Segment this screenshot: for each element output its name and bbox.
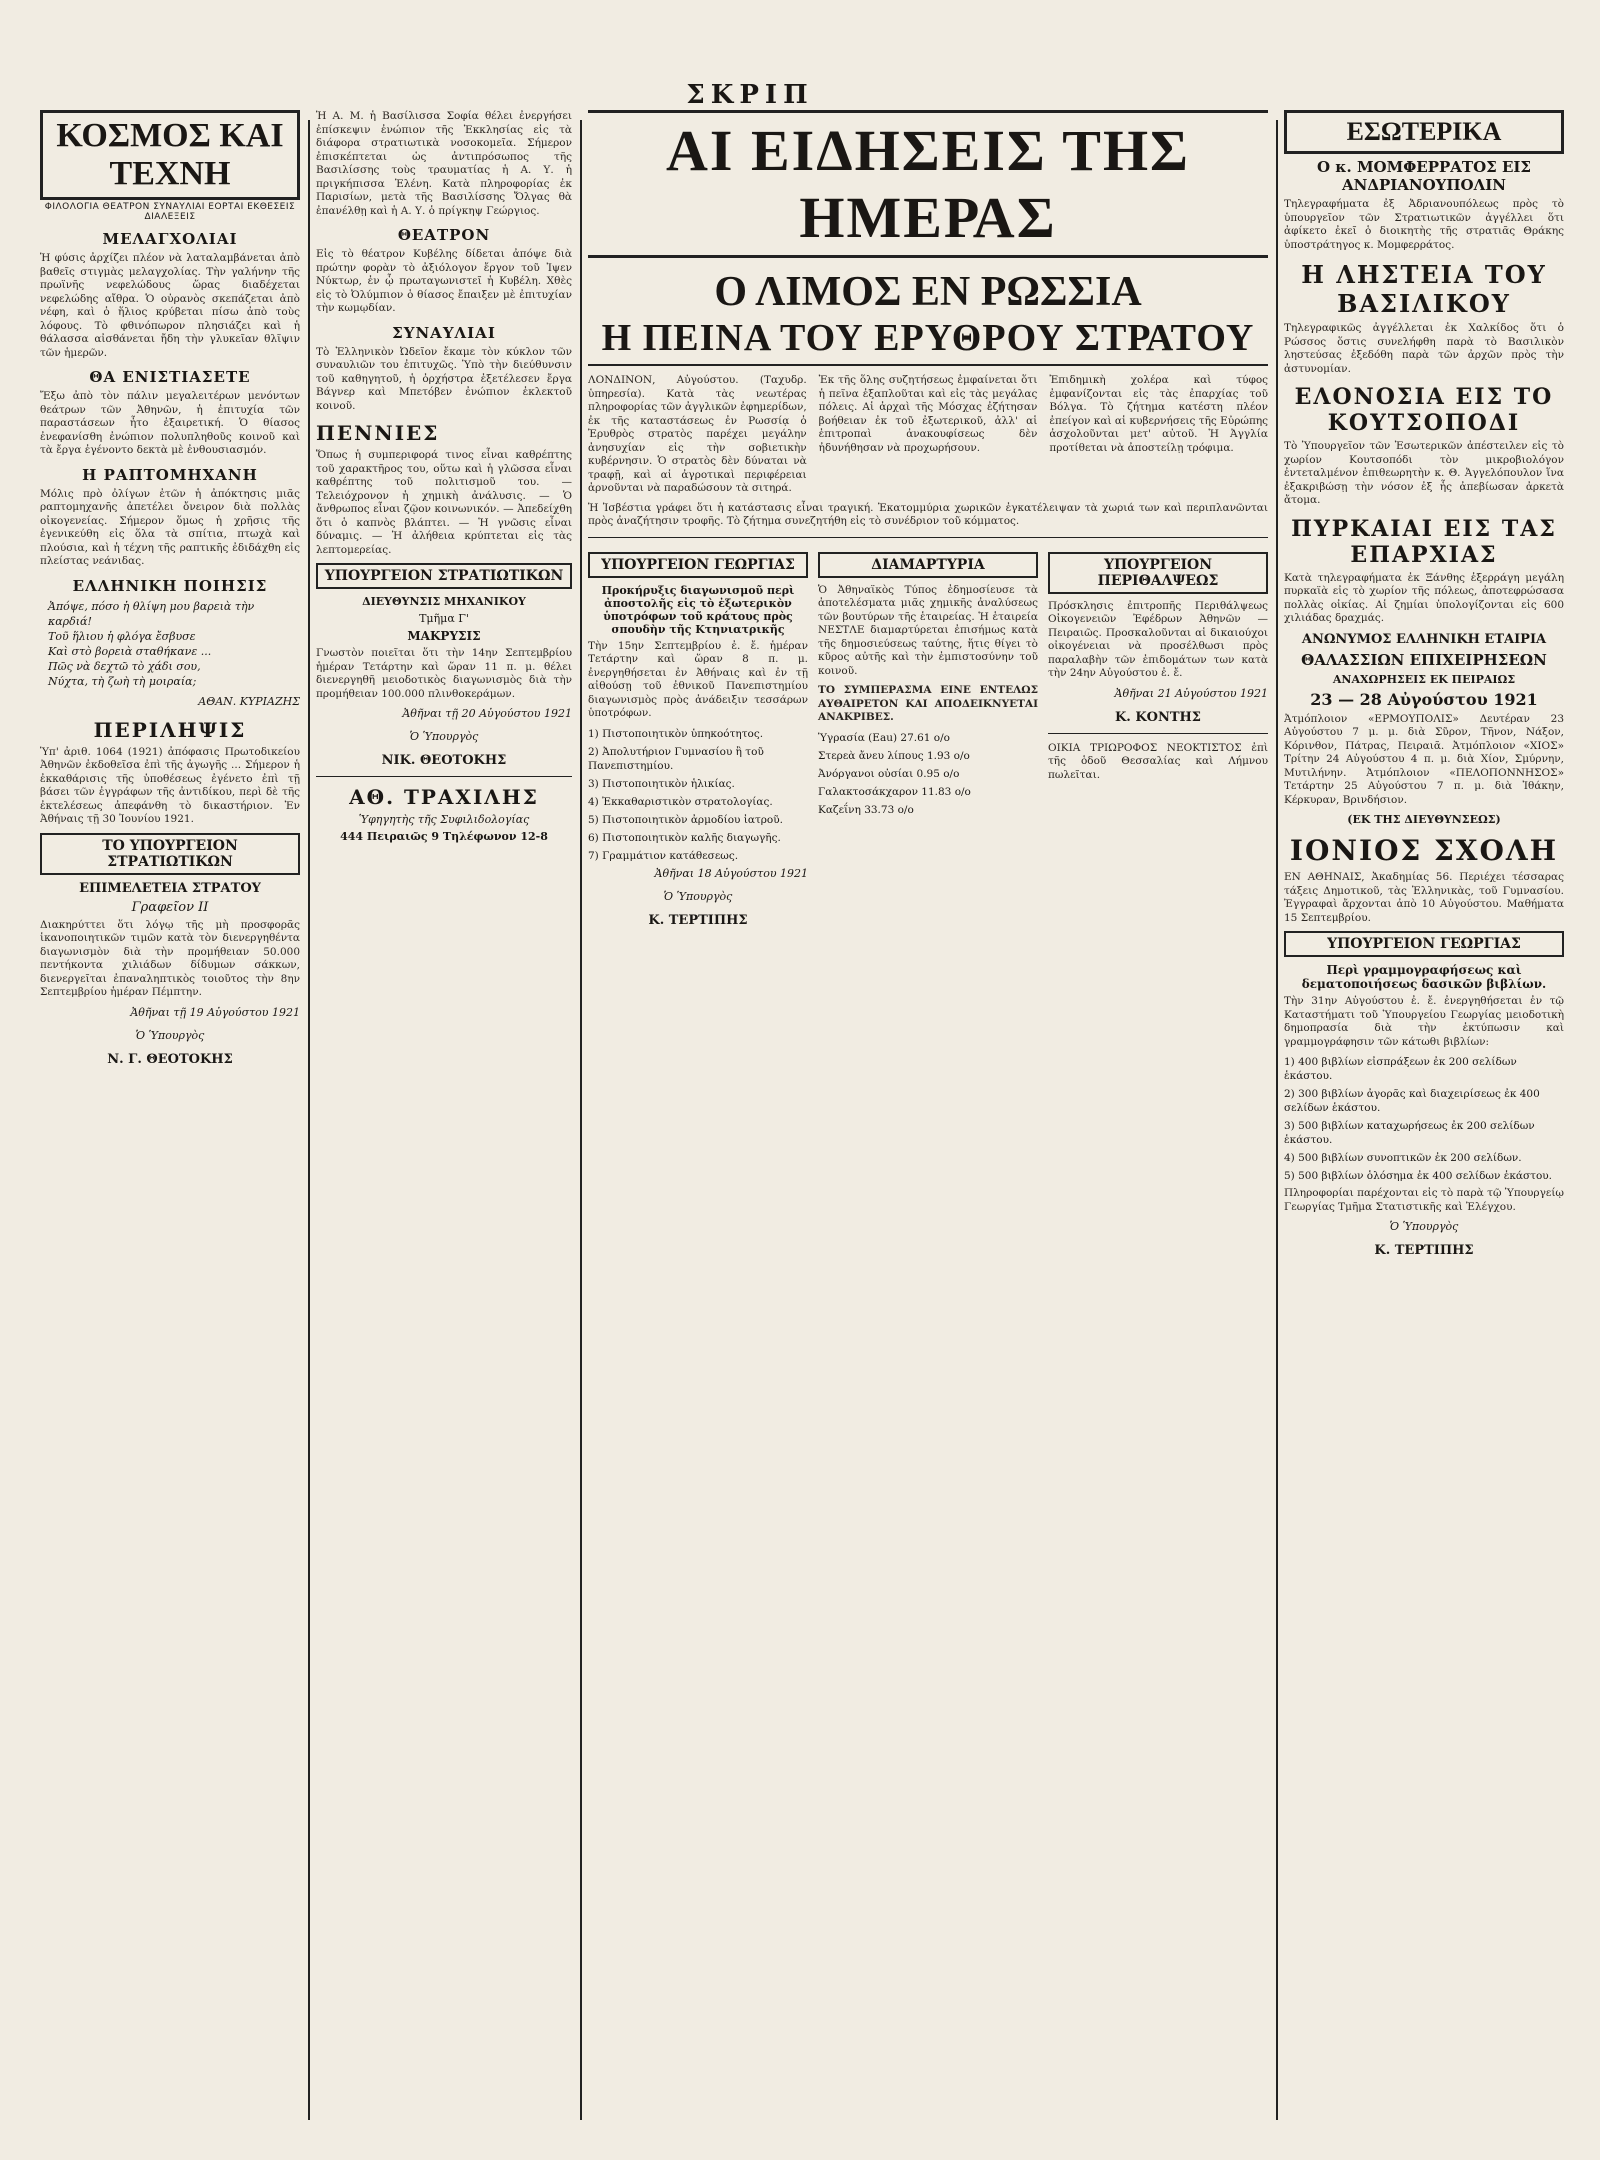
mech-sign-role: Ὁ Ὑπουργὸς	[409, 730, 479, 743]
lower-columns	[588, 546, 1268, 932]
protest-text-bold: ΤΟ ΣΥΜΠΕΡΑΣΜΑ ΕΙΝΕ ΕΝΤΕΛΩΣ ΑΥΘΑΙΡΕΤΟΝ ΚΑΙ ΑΠΟΔΕΙΚΝΥΕΤΑΙ ΑΝΑΚΡΙΒΕΣ.	[818, 684, 1038, 723]
school-title: ΙΟΝΙΟΣ ΣΧΟΛΗ	[1289, 834, 1559, 867]
poem-title: ΕΛΛΗΝΙΚΗ ΠΟΙΗΣΙΣ	[72, 576, 268, 595]
shipping-company-sub: ΘΑΛΑΣΣΙΩΝ ΕΠΙΧΕΙΡΗΣΕΩΝ	[1301, 650, 1547, 669]
lead-text: Ἐκ τῆς ὅλης συζητήσεως ἐμφαίνεται ὅτι ἡ πεῖνα ἐξαπλοῦται καὶ εἰς τὰς μεγάλας πόλεις. Αἱ ἀρχαὶ τῆς Μόσχας ἐζήτησαν βοήθειαν ἐκ τοῦ ἐξωτερικοῦ, ἀλλ' αἱ ἐπιτροπαὶ ἀνακουφίσεως δὲν ἠδυνήθησαν νὰ προχωρήσουν.	[818, 374, 1038, 454]
article-text: Ἔξω ἀπὸ τὸν πάλιν μεγαλειτέρων μενόντων θεάτρων τῶν Ἀθηνῶν, ἡ ἐπιτυχία τῶν παραστάσεων ἦτο ἐξαιρετική. Ὁ θίασος ἐνεφανίσθη ἐνώπιον πολυπληθοῦς κοινοῦ καὶ τὰ ἔργα ἐγένοντο δεκτὰ μὲ ἐνθουσιασμόν.	[40, 390, 300, 456]
list-item: 2) Ἀπολυτήριον Γυμνασίου ἢ τοῦ Πανεπιστημίου.	[588, 745, 764, 772]
perilipsis-title: ΠΕΡΙΛΗΨΙΣ	[93, 717, 247, 742]
esoterika-headline: Ο κ. ΜΟΜΦΕΡΡΑΤΟΣ ΕΙΣ ΑΝΔΡΙΑΝΟΥΠΟΛΙΝ	[1316, 158, 1532, 194]
esoterika-title: ΕΣΩΤΕΡΙΚΑ	[1284, 110, 1564, 154]
malaria-text: Τὸ Ὑπουργεῖον τῶν Ἐσωτερικῶν ἀπέστειλεν εἰς τὸ χωρίον Κουτσοπόδι τὸν μικροβιολόγον ἐντεταλμένον ἐπιθεωρητὴν κ. Θ. Ἀγγελόπουλον ἵνα ἐξακριβώσῃ τὴν νόσον ἐξ ἧς ἀπεβίωσαν ἀρκετὰ ἄτομα.	[1284, 440, 1564, 506]
center-news	[588, 110, 1268, 932]
agri-books-sign-name: Κ. ΤΕΡΤΙΠΗΣ	[1374, 1243, 1474, 1258]
mech-ministry-section: Τμῆμα Γ'	[419, 612, 469, 625]
robbery-title: Η ΛΗΣΤΕΙΑ ΤΟΥ ΒΑΣΙΛΙΚΟΥ	[1301, 260, 1547, 318]
concert-title: ΣΥΝΑΥΛΙΑΙ	[392, 323, 496, 342]
agri-ministry-text: Τὴν 15ην Σεπτεμβρίου ἐ. ἔ. ἡμέραν Τετάρτην καὶ ὥραν 8 π. μ. ἐνεργηθήσεται ἐν Ἀθήναις καὶ ἐν τῇ αἰθούσῃ τοῦ ἐθνικοῦ Πανεπιστημίου διαγωνισμὸς πρὸς ἀνάδειξιν τεσσάρων ὑποτρόφων.	[588, 639, 808, 719]
list-item: 1) 400 βιβλίων εἰσπράξεων ἐκ 200 σελίδων ἑκάστου.	[1284, 1056, 1517, 1082]
pennies-title: ΠΕΝΝΙΕΣ	[316, 421, 440, 445]
shipping-text: Ἀτμόπλοιον «ΕΡΜΟΥΠΟΛΙΣ» Δευτέραν 23 Αὐγούστου 7 μ. μ. διὰ Σῦρον, Τῆνον, Νάξον, Κόρινθον, Πάτρας, Πειραιᾶ. Ἀτμόπλοιον «ΧΙΟΣ» Τρίτην 24 Αὐγούστου 4 π. μ. διὰ Χίον, Σμύρνην, Μυτιλήνην. Ἀτμόπλοιον «ΠΕΛΟΠΟΝΝΗΣΟΣ» Τετάρτην 25 Αὐγούστου 7 π. μ. διὰ Ἰθάκην, Κέρκυραν, Βρινδήσιον.	[1284, 712, 1564, 806]
ministry-title: ΤΟ ΥΠΟΥΡΓΕΙΟΝ ΣΤΡΑΤΙΩΤΙΚΩΝ	[40, 833, 300, 875]
agri-ministry-date: Ἀθῆναι 18 Αὐγούστου 1921	[654, 866, 808, 880]
house-ad: ΟΙΚΙΑ ΤΡΙΩΡΟΦΟΣ ΝΕΟΚΤΙΣΤΟΣ ἐπὶ τῆς ὁδοῦ Θεσσαλίας καὶ Λήμνου πωλεῖται.	[1048, 741, 1268, 781]
ministry-sign-name: Ν. Γ. ΘΕΟΤΟΚΗΣ	[107, 1051, 233, 1067]
divider	[1048, 733, 1268, 734]
section-title: ΚΟΣΜΟΣ ΚΑΙ ΤΕΧΝΗ	[40, 110, 300, 200]
agri-books-text: Τὴν 31ην Αὐγούστου ἐ. ἔ. ἐνεργηθήσεται ἐν τῷ Καταστήματι τοῦ Ὑπουργείου Γεωργίας μειοδοτικὴ δημοπρασία διὰ τὴν ἐκτύπωσιν καὶ γραμμογράφησιν τῶν κάτωθι βιβλίων:	[1284, 995, 1564, 1048]
lead-text: Ἡ Ἰσβέστια γράφει ὅτι ἡ κατάστασις εἶναι τραγική. Ἑκατομμύρια χωρικῶν ἐγκατέλειψαν τὰ χωριά των καὶ περιπλανῶνται πρὸς ἀναζήτησιν τροφῆς. Τὸ ζήτημα συνεζητήθη εἰς τὸ συνέδριον τοῦ κόμματος.	[588, 501, 1268, 527]
protest-analysis-list	[818, 731, 1038, 817]
mech-ministry-date: Ἀθῆναι τῇ 20 Αὐγούστου 1921	[402, 707, 572, 720]
article-title: ΘΑ ΕΝΙΣΤΙΑΣΕΤΕ	[89, 368, 251, 386]
list-item: 3) 500 βιβλίων καταχωρήσεως ἐκ 200 σελίδων ἑκάστου.	[1284, 1120, 1535, 1146]
main-headline: Ο ΛΙΜΟΣ ΕΝ ΡΩΣΣΙΑ	[714, 269, 1142, 315]
shipping-dates: 23 — 28 Αὐγούστου 1921	[1310, 689, 1538, 709]
school-text: ΕΝ ΑΘΗΝΑΙΣ, Ἀκαδημίας 56. Περιέχει τέσσαρας τάξεις Δημοτικοῦ, τὰς Ἑλληνικὰς, τοῦ Γυμνασίου. Ἐγγραφαὶ ἄρχονται ἀπὸ 10 Αὐγούστου. Μαθήματα 15 Σεπτεμβρίου.	[1284, 871, 1564, 924]
doctor-address: 444 Πειραιῶς 9 Τηλέφωνον 12-8	[340, 830, 548, 843]
article-title: Η ΡΑΠΤΟΜΗΧΑΝΗ	[82, 465, 258, 484]
column-rule	[580, 120, 582, 2120]
ministry-subtitle: ΕΠΙΜΕΛΕΤΕΙΑ ΣΤΡΑΤΟΥ	[79, 880, 261, 896]
doctor-name: ΑΘ. ΤΡΑΧΙΛΗΣ	[349, 785, 539, 809]
list-item: 1) Πιστοποιητικὸν ὑπηκοότητος.	[588, 727, 764, 740]
welfare-sign: Κ. ΚΟΝΤΗΣ	[1114, 709, 1201, 725]
list-item: 5) 500 βιβλίων ὁλόσημα ἐκ 400 σελίδων ἑκάστου.	[1284, 1170, 1553, 1182]
theatre-text: Εἰς τὸ θέατρον Κυβέλης δίδεται ἀπόψε διὰ πρώτην φορὰν τὸ ἀξιόλογον ἔργον τοῦ Ἰψεν Νύκτωρ, ἐν ᾧ πρωταγωνιστεῖ ἡ Κυβέλη. Χθὲς εἰς τὸ Ὀλύμπιον ὁ θίασος ἔπαιξεν μὲ ἐπιτυχίαν τὴν κωμῳδίαν.	[316, 248, 572, 314]
banner-headline: ΑΙ ΕΙΔΗΣΕΙΣ ΤΗΣ ΗΜΕΡΑΣ	[588, 110, 1268, 258]
shipping-footer: (ΕΚ ΤΗΣ ΔΙΕΥΘΥΝΣΕΩΣ)	[1347, 813, 1501, 826]
column-kosmos	[40, 110, 300, 1071]
fires-text: Κατὰ τηλεγραφήματα ἐκ Ξάνθης ἐξερράγη μεγάλη πυρκαϊὰ εἰς τὸ χωρίον τῆς πόλεως, ἀποτεφρώσασα πολλὰς οἰκίας. Αἱ ζημίαι ὑπολογίζονται εἰς 600 χιλιάδας δραχμάς.	[1284, 571, 1564, 624]
divider	[588, 537, 1268, 538]
royal-news: Ἡ Α. Μ. ἡ Βασίλισσα Σοφία θέλει ἐνεργήσει ἐπίσκεψιν ἐνώπιον τῆς Ἐκκλησίας εἰς τὰ διάφορα στρατιωτικὰ νοσοκομεῖα. Σήμερον ἐπισκέπτεται ὡς ἀντιπρόσωπος τῆς Βασιλίσσης τοὺς τραυματίας ἡ Α. Υ. ἡ πριγκήπισσα Ἑλένη. Κατὰ πληροφορίας ἐκ Παρισίων, μετὰ τῆς Βασιλίσσης Ὄλγας θὰ ἐπανέλθῃ καὶ ἡ Α. Υ. ὁ πρίγκηψ Γεώργιος.	[316, 110, 572, 217]
shipping-company-title: ΑΝΩΝΥΜΟΣ ΕΛΛΗΝΙΚΗ ΕΤΑΙΡΙΑ	[1301, 631, 1547, 647]
ministry-text: Διακηρύττει ὅτι λόγῳ τῆς μὴ προσφορᾶς ἱκανοποιητικῶν τιμῶν κατὰ τὸν διενεργηθέντα διαγωνισμὸν διὰ τὴν προμήθειαν 50.000 πεντήκοντα χιλιάδων δίδυμων σάκκων, διενεργεῖται ἐπαναληπτικὸς τοιοῦτος τὴν 8ην Σεπτεμβρίου ἡμέραν Πέμπτην.	[40, 918, 300, 998]
ministry-office: Γραφεῖον ΙΙ	[131, 899, 209, 915]
mech-ministry-title: ΥΠΟΥΡΓΕΙΟΝ ΣΤΡΑΤΙΩΤΙΚΩΝ	[316, 563, 572, 589]
mech-ministry-sub: ΔΙΕΥΘΥΝΣΙΣ ΜΗΧΑΝΙΚΟΥ	[362, 595, 526, 608]
list-item: 3) Πιστοποιητικὸν ἡλικίας.	[588, 777, 735, 790]
mech-ministry-text: Γνωστὸν ποιεῖται ὅτι τὴν 14ην Σεπτεμβρίου ἡμέραν Τετάρτην καὶ ὥραν 11 π. μ. θέλει διενεργηθῆ μειοδοτικὸς διαγωνισμὸς διὰ τὴν προμήθειαν 100.000 πλινθοκεράμων.	[316, 647, 572, 700]
pennies-text: Ὅπως ἡ συμπεριφορά τινος εἶναι καθρέπτης τοῦ χαρακτῆρος του, οὕτω καὶ ἡ γλῶσσα εἶναι καθρέπτης τοῦ πολιτισμοῦ του. — Τελειόχρονον ἡ χημικὴ ἀνάλυσις. — Ὁ ἄνθρωπος εἶναι ζῷον κοινωνικόν. — Ἀπεδείχθη ὅτι ὁ καπνὸς βλάπτει. — Ἡ γνῶσις εἶναι δύναμις. — Ἡ ἀλήθεια κρύπτεται εἰς τὰς λεπτομερείας.	[316, 449, 572, 556]
lead-text: ΛΟΝΔΙΝΟΝ, Αὐγούστου. (Ταχυδρ. ὑπηρεσία). Κατὰ τὰς νεωτέρας πληροφορίας τῶν ἀγγλικῶν ἐφημερίδων, ἐκ τῆς καταστάσεως ἐν Ρωσσίᾳ ὁ Ἐρυθρὸς στρατὸς παρέχει μεγάλην ἀνησυχίαν εἰς τὴν σοβιετικὴν κυβέρνησιν. Ὁ στρατὸς δὲν δύναται νὰ τραφῇ, καὶ αἱ ἀγροτικαὶ περιφέρειαι ἀρνοῦνται νὰ παραδώσουν τὰ σιτηρά.	[588, 374, 807, 494]
ministry-sign-role: Ὁ Ὑπουργὸς	[135, 1028, 205, 1042]
list-item: 5) Πιστοποιητικὸν ἀρμοδίου ἰατροῦ.	[588, 813, 783, 826]
esoterika-text: Τηλεγραφήματα ἐξ Ἀδριανουπόλεως πρὸς τὸ ὑπουργεῖον τῶν Στρατιωτικῶν ἀγγέλλει ὅτι ἀφίκετο ἐκεῖ ὁ διοικητὴς τῆς στρατιᾶς Θράκης ὑποστράτηγος κ. Μομφερράτος.	[1284, 198, 1564, 251]
agri-sign-name: Κ. ΤΕΡΤΙΠΗΣ	[648, 912, 748, 928]
agri-books-list	[1284, 1055, 1564, 1183]
list-item: 2) 300 βιβλίων ἀγορᾶς καὶ διαχειρίσεως ἐκ 400 σελίδων ἑκάστου.	[1284, 1088, 1540, 1114]
agri-sign-role: Ὁ Ὑπουργὸς	[663, 889, 733, 903]
lead-columns	[588, 374, 1268, 502]
list-item: 6) Πιστοποιητικὸν καλῆς διαγωγῆς.	[588, 831, 781, 844]
list-item: Ἀνόργανοι οὐσίαι 0.95 ο/ο	[818, 767, 960, 780]
poem-author: ΑΘΑΝ. ΚΥΡΙΑΖΗΣ	[198, 694, 300, 708]
welfare-date: Ἀθῆναι 21 Αὐγούστου 1921	[1114, 686, 1268, 700]
perilipsis-text: Ὑπ' ἀριθ. 1064 (1921) ἀπόφασις Πρωτοδικείου Ἀθηνῶν ἐκδοθεῖσα ἐπὶ τῆς ἀγωγῆς ... Σήμερον ἡ ἐκκαθάρισις τῆς ὑποθέσεως ἐγένετο ἐπὶ τῇ βάσει τῶν ἐγγράφων τῆς ἀντιδίκου, περὶ δὲ τῆς ἐκτελέσεως ἀπεφάνθη τὸ δικαστήριον. Ἐν Ἀθήναις τῇ 30 Ἰουνίου 1921.	[40, 745, 300, 825]
newspaper-page	[40, 80, 1570, 2140]
list-item: 4) Ἐκκαθαριστικὸν στρατολογίας.	[588, 795, 773, 808]
concert-text: Τὸ Ἑλληνικὸν Ὠδεῖον ἔκαμε τὸν κύκλον τῶν συναυλιῶν του ἐπιτυχῶς. Ὑπὸ τὴν διεύθυνσιν τοῦ καθηγητοῦ, ἡ ὀρχήστρα ἐξετέλεσεν ἔργα Βάγνερ καὶ Μπετόβεν ἐνώπιον ἐκλεκτοῦ κοινοῦ.	[316, 345, 572, 412]
shipping-departures: ΑΝΑΧΩΡΗΣΕΙΣ ΕΚ ΠΕΙΡΑΙΩΣ	[1332, 672, 1516, 686]
section-subtitle: ΦΙΛΟΛΟΓΙΑ ΘΕΑΤΡΟΝ ΣΥΝΑΥΛΙΑΙ ΕΟΡΤΑΙ ΕΚΘΕΣΕΙΣ ΔΙΑΛΕΞΕΙΣ	[44, 202, 296, 222]
malaria-title: ΕΛΟΝΟΣΙΑ ΕΙΣ ΤΟ ΚΟΥΤΣΟΠΟΔΙ	[1294, 384, 1554, 436]
list-item: Καζεΐνη 33.73 ο/ο	[818, 803, 914, 816]
column-news	[316, 110, 572, 847]
list-item: Στερεὰ ἄνευ λίπους 1.93 ο/ο	[818, 749, 970, 762]
agri-books-title: ΥΠΟΥΡΓΕΙΟΝ ΓΕΩΡΓΙΑΣ	[1284, 931, 1564, 957]
protest-text: Ὁ Ἀθηναϊκὸς Τύπος ἐδημοσίευσε τὰ ἀποτελέσματα μιᾶς χημικῆς ἀναλύσεως τῶν βουτύρων τῆς ἑταιρείας. Ἡ ἑταιρεία ΝΕΣΤΛΕ διαμαρτύρεται ἐπισήμως κατὰ τῆς δημοσιεύσεως ταύτης, ἥτις θίγει τὸ κῦρος αὐτῆς καὶ τὴν ἐμπιστοσύνην τοῦ κοινοῦ.	[818, 583, 1038, 677]
ministry-date: Ἀθῆναι τῇ 19 Αὐγούστου 1921	[130, 1005, 300, 1019]
list-item: 4) 500 βιβλίων συνοπτικῶν ἐκ 200 σελίδων.	[1284, 1152, 1522, 1164]
lead-text: Ἐπιδημικὴ χολέρα καὶ τύφος ἐμφανίζονται εἰς τὰς ἐπαρχίας τοῦ Βόλγα. Τὸ ζήτημα κατέστη πλέον ἐπείγον καὶ αἱ κυβερνήσεις τῆς Εὐρώπης ἀσχολοῦνται μετ' αὐτοῦ. Ἡ Ἀγγλία προτίθεται νὰ ἀποστείλῃ τρόφιμα.	[1049, 374, 1268, 454]
list-item: 7) Γραμμάτιον κατάθεσεως.	[588, 849, 739, 862]
protest-title: ΔΙΑΜΑΡΤΥΡΙΑ	[818, 552, 1038, 578]
article-text: Ἡ φύσις ἀρχίζει πλέον νὰ λαταλαμβάνεται ἀπὸ βαθεῖς στιγμὰς μελαγχολίας. Τὴν γαλήνην τῆς πρωϊνῆς νεφελώδους ὥρας διαδέχεται νεφελώδης αἴθρα. Ὁ οὐρανὸς σκεπάζεται ἀπὸ νέφη, καὶ ὁ ἥλιος κρύβεται πίσω ἀπὸ τοὺς λόφους. Τὸ φθινόπωρον πλησιάζει καὶ ἡ θάλασσα αἰσθάνεται ἤδη τὴν γλυκεῖαν θλῖψιν τῶν ἡμερῶν.	[40, 252, 300, 359]
column-right	[1284, 110, 1564, 1262]
column-rule	[1276, 120, 1278, 2120]
agri-books-sign-role: Ὁ Ὑπουργὸς	[1389, 1220, 1459, 1233]
welfare-notice	[1048, 546, 1268, 932]
mech-sign-name: ΝΙΚ. ΘΕΟΤΟΚΗΣ	[381, 753, 507, 768]
doctor-title: Ὑφηγητὴς τῆς Συφιλιδολογίας	[358, 813, 530, 826]
column-rule	[308, 120, 310, 2120]
agri-books-footer: Πληροφορίαι παρέχονται εἰς τὸ παρὰ τῷ Ὑπουργείῳ Γεωργίας Τμῆμα Στατιστικῆς καὶ Ἐλέγχου.	[1284, 1187, 1564, 1213]
fires-title: ΠΥΡΚΑΙΑΙ ΕΙΣ ΤΑΣ ΕΠΑΡΧΙΑΣ	[1291, 515, 1557, 568]
robbery-text: Τηλεγραφικῶς ἀγγέλλεται ἐκ Χαλκίδος ὅτι ὁ Ρώσσος ὅστις συνελήφθη παρὰ τὸ Βασιλικὸν ληστεύσας ἐξεδόθη παρὰ τῶν ἀρχῶν πρὸς τὴν ἀστυνομίαν.	[1284, 322, 1564, 375]
welfare-text: Πρόσκλησις ἐπιτροπῆς Περιθάλψεως Οἰκογενειῶν Ἐφέδρων Ἀθηνῶν — Πειραιῶς. Προσκαλοῦνται αἱ δικαιούχοι οἰκογένειαι νὰ προσέλθωσι πρὸς παραλαβὴν τῶν ἐπιδομάτων των κατὰ τὴν 24ην Αὐγούστου ἐ. ἔ.	[1048, 599, 1268, 679]
protest-notice	[818, 546, 1038, 932]
welfare-title: ΥΠΟΥΡΓΕΙΟΝ ΠΕΡΙΘΑΛΨΕΩΣ	[1048, 552, 1268, 594]
agri-ministry-title: ΥΠΟΥΡΓΕΙΟΝ ΓΕΩΡΓΙΑΣ	[588, 552, 808, 578]
article-title: ΜΕΛΑΓΧΟΛΙΑΙ	[102, 230, 238, 248]
agri-ministry-sub: Προκήρυξις διαγωνισμοῦ περὶ ἀποστολῆς εἰς τὸ ἐξωτερικὸν ὑποτρόφων τοῦ κράτους πρὸς σπουδὴν τῆς Κτηνιατρικῆς	[601, 583, 795, 636]
main-subheadline: Η ΠΕΙΝΑ ΤΟΥ ΕΡΥΘΡΟΥ ΣΤΡΑΤΟΥ	[588, 316, 1268, 366]
agri-ministry-notice	[588, 546, 808, 932]
article-text: Μόλις πρὸ ὀλίγων ἐτῶν ἡ ἀπόκτησις μιᾶς ραπτομηχανῆς ἀπετέλει ὄνειρον διὰ πολλὰς οἰκογενείας. Σήμερον ὅμως ἡ χρῆσις τῆς ἐγενικεύθη εἰς ὅλα τὰ σπίτια, πτωχὰ καὶ πλούσια, καὶ ἡ τέχνη τῆς ραπτικῆς ἐδιδάχθη εἰς πλείστας νεάνιδας.	[40, 487, 300, 567]
agri-books-sub: Περὶ γραμμογραφήσεως καὶ δεματοποιήσεως δασικῶν βιβλίων.	[1301, 963, 1547, 991]
agri-ministry-list	[588, 727, 808, 863]
poem-text: Ἀπόψε, πόσο ἡ θλίψη μου βαρειὰ τὴν καρδιά! Τοῦ ἥλιου ἡ φλόγα ἔσβυσε Καὶ στὸ βορειὰ σταθήκανε ... Πῶς νὰ δεχτῶ τὸ χάδι σου, Νύχτα, τὴ ζωὴ τὴ μοιραία;	[48, 599, 255, 688]
masthead: ΣΚΡΙΠ	[600, 80, 900, 113]
list-item: Ὑγρασία (Eau) 27.61 ο/ο	[818, 731, 950, 744]
divider	[316, 776, 572, 777]
theatre-title: ΘΕΑΤΡΟΝ	[397, 226, 491, 244]
mech-ministry-notice: ΜΑΚΡΥΣΙΣ	[407, 629, 481, 643]
list-item: Γαλακτοσάκχαρον 11.83 ο/ο	[818, 785, 971, 798]
